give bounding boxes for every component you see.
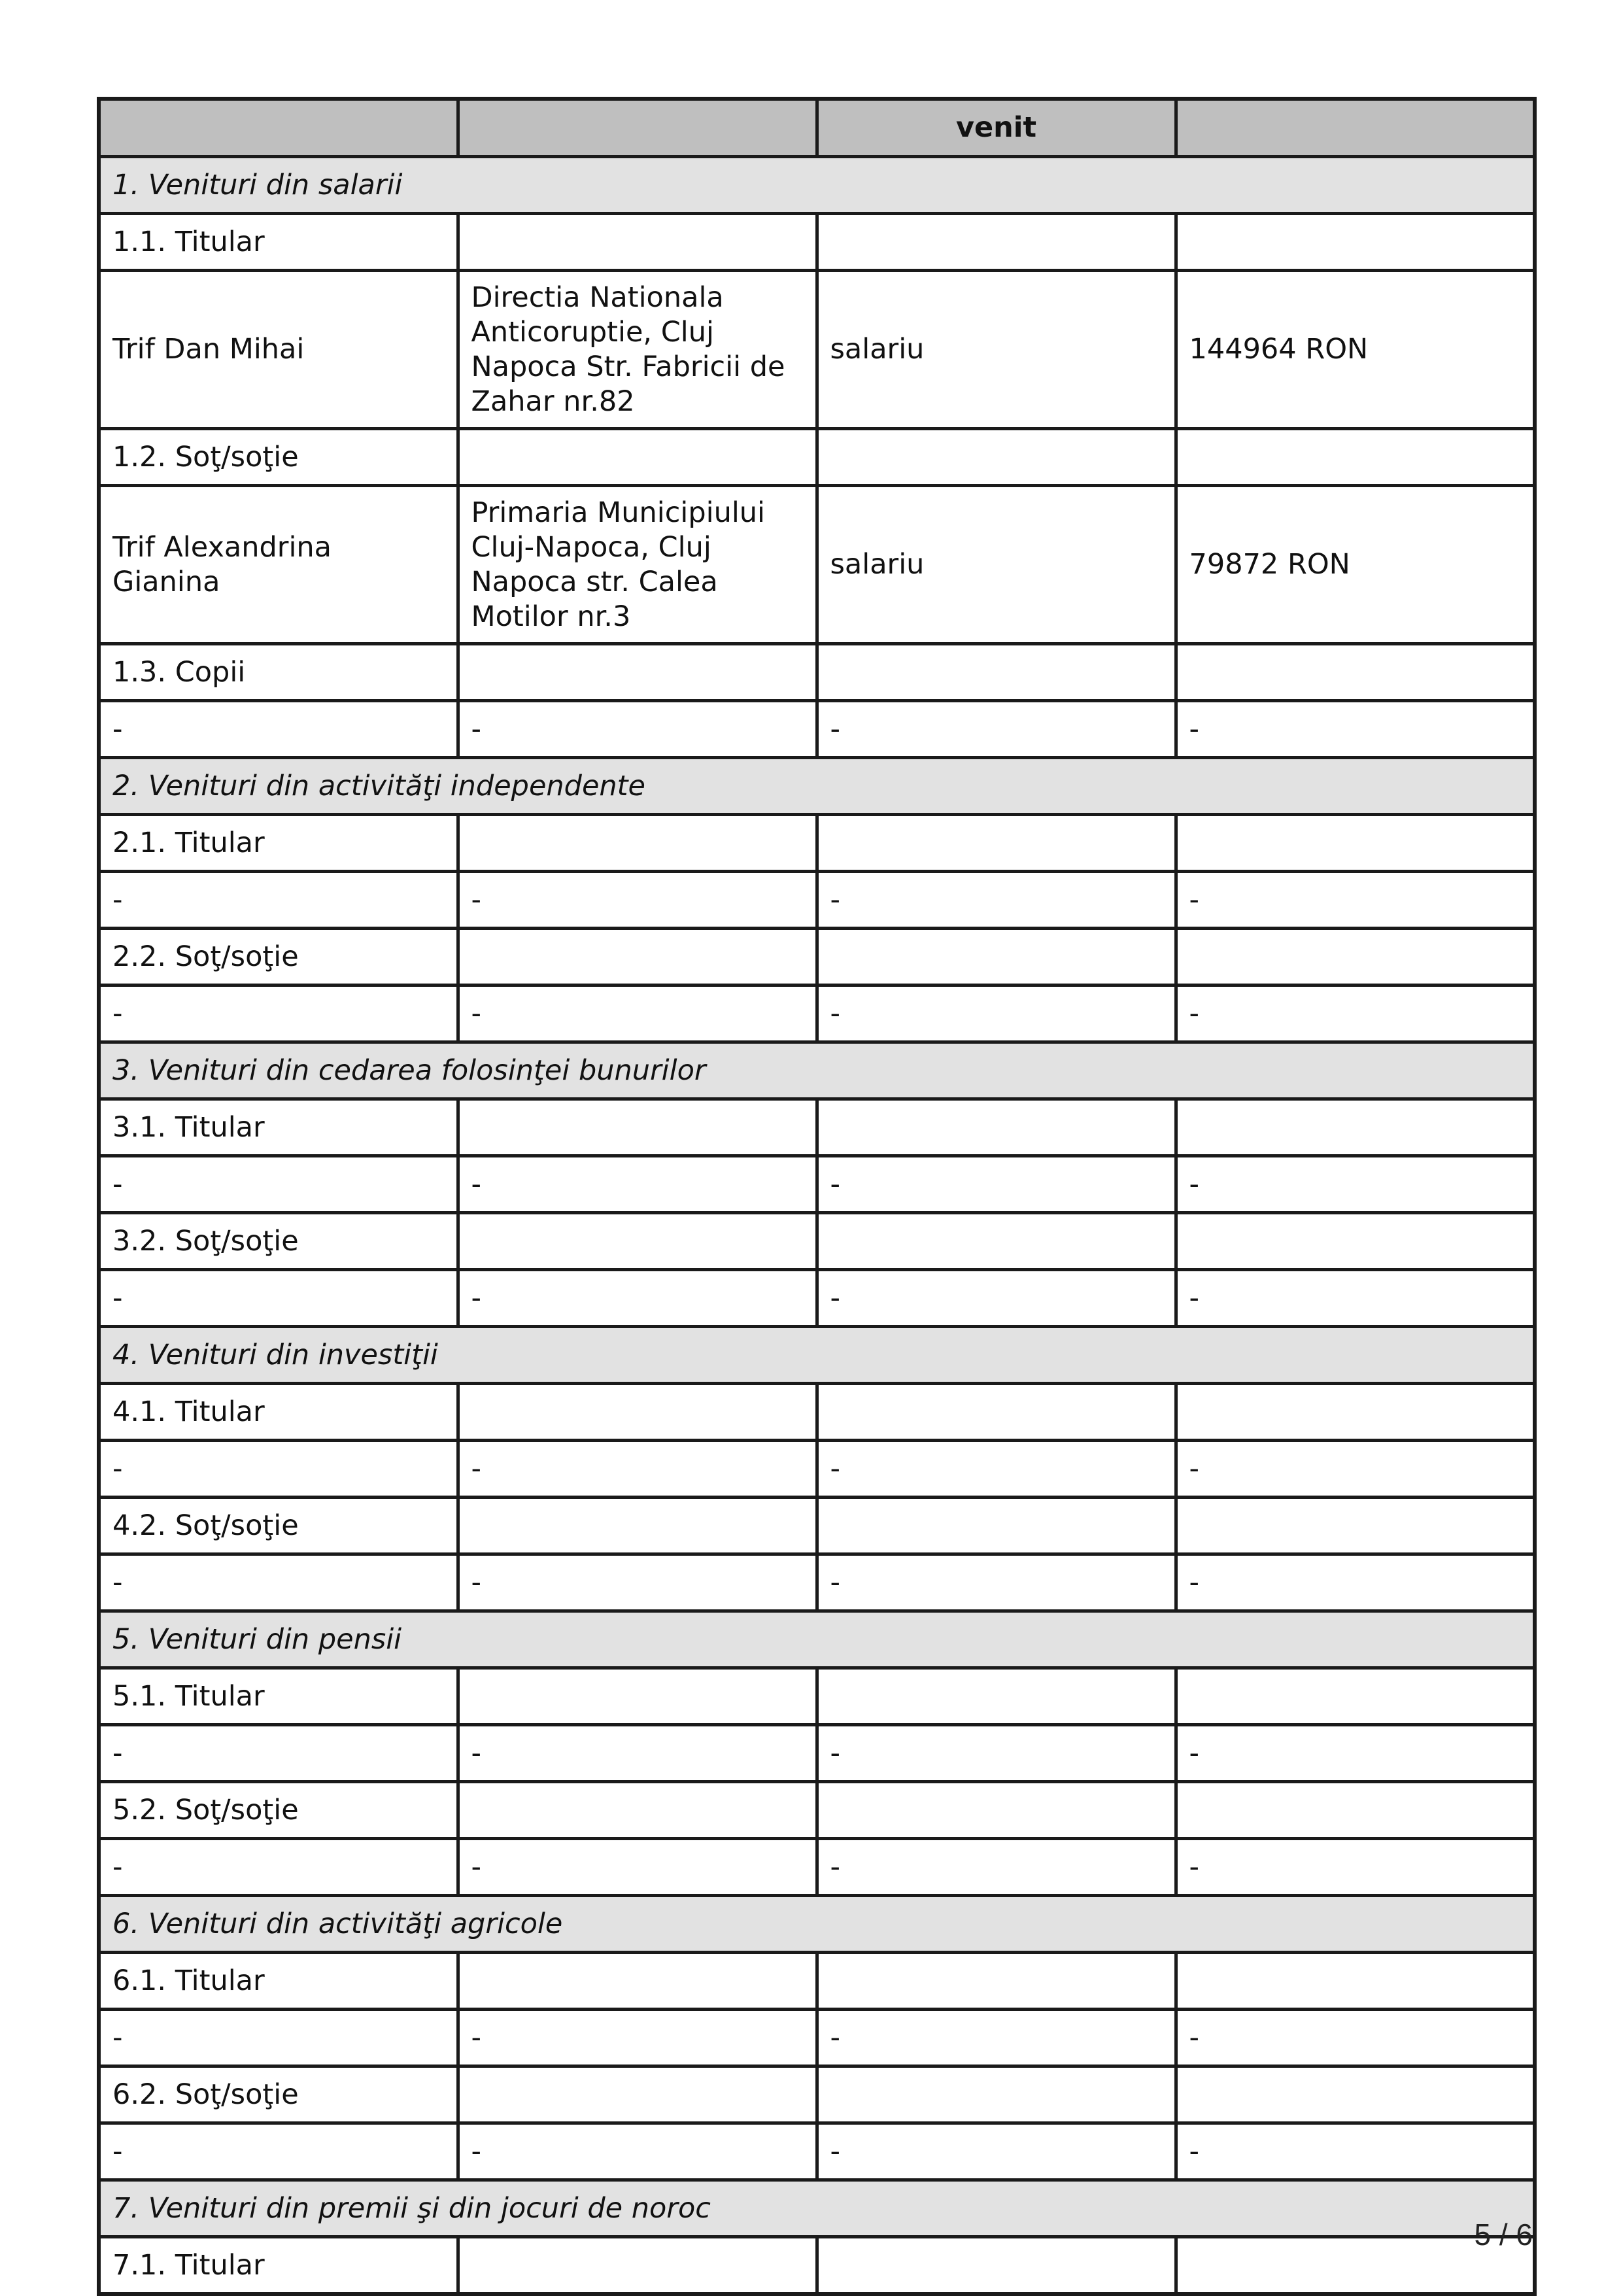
table-cell xyxy=(458,429,817,486)
table-cell: 144964 RON xyxy=(1176,271,1535,429)
table-cell: - xyxy=(1176,1725,1535,1782)
table-cell xyxy=(1176,2066,1535,2123)
table-cell: - xyxy=(99,1156,458,1213)
table-cell xyxy=(1176,1782,1535,1839)
table-cell: - xyxy=(817,1441,1176,1498)
section-header-row xyxy=(99,1896,1535,1953)
table-cell: - xyxy=(817,872,1176,929)
table-cell xyxy=(458,1384,817,1441)
table-row xyxy=(99,1213,1535,1270)
table-cell: 79872 RON xyxy=(1176,486,1535,644)
table-cell: - xyxy=(99,1554,458,1611)
table-row xyxy=(99,1441,1535,1498)
table-cell: - xyxy=(458,701,817,758)
table-cell: - xyxy=(458,1554,817,1611)
table-cell xyxy=(817,644,1176,701)
table-cell: - xyxy=(1176,701,1535,758)
table-row xyxy=(99,1953,1535,2010)
section-header-row xyxy=(99,758,1535,815)
table-cell xyxy=(1176,1099,1535,1156)
table-cell xyxy=(458,1213,817,1270)
table-cell: - xyxy=(1176,1839,1535,1896)
section-title: 2. Venituri din activităţi independente xyxy=(99,758,1535,815)
table-cell: - xyxy=(1176,985,1535,1042)
table-cell: - xyxy=(458,2123,817,2180)
income-table-body xyxy=(99,99,1535,2294)
table-cell: 2.1. Titular xyxy=(99,815,458,872)
table-cell: - xyxy=(817,1725,1176,1782)
table-cell: 2.2. Soţ/soţie xyxy=(99,929,458,985)
table-cell xyxy=(817,214,1176,271)
table-cell: 1.1. Titular xyxy=(99,214,458,271)
column-header xyxy=(99,99,458,157)
table-cell xyxy=(817,1953,1176,2010)
income-table xyxy=(97,97,1537,2296)
table-cell: - xyxy=(817,2010,1176,2066)
table-cell: - xyxy=(458,985,817,1042)
table-row xyxy=(99,701,1535,758)
table-cell xyxy=(1176,1498,1535,1554)
table-row xyxy=(99,2010,1535,2066)
table-header-row xyxy=(99,99,1535,157)
section-title: 1. Venituri din salarii xyxy=(99,157,1535,214)
table-cell: - xyxy=(99,1270,458,1327)
section-header-row xyxy=(99,1042,1535,1099)
table-cell: - xyxy=(1176,1554,1535,1611)
table-row xyxy=(99,1782,1535,1839)
section-title: 3. Venituri din cedarea folosinţei bunurilor xyxy=(99,1042,1535,1099)
table-row xyxy=(99,1839,1535,1896)
table-cell: - xyxy=(1176,872,1535,929)
table-cell: - xyxy=(817,701,1176,758)
column-header xyxy=(1176,99,1535,157)
table-row xyxy=(99,644,1535,701)
table-cell xyxy=(817,1213,1176,1270)
table-row xyxy=(99,1099,1535,1156)
table-cell: - xyxy=(1176,1156,1535,1213)
table-cell: - xyxy=(99,985,458,1042)
table-cell: - xyxy=(458,1839,817,1896)
table-cell: - xyxy=(99,1725,458,1782)
table-row xyxy=(99,1668,1535,1725)
table-cell: 4.2. Soţ/soţie xyxy=(99,1498,458,1554)
table-cell: - xyxy=(99,2123,458,2180)
table-cell: 4.1. Titular xyxy=(99,1384,458,1441)
table-cell xyxy=(1176,429,1535,486)
table-cell: - xyxy=(458,872,817,929)
table-cell: - xyxy=(99,2010,458,2066)
section-title: 6. Venituri din activităţi agricole xyxy=(99,1896,1535,1953)
table-cell xyxy=(458,1953,817,2010)
table-cell xyxy=(817,929,1176,985)
section-title: 4. Venituri din investiţii xyxy=(99,1327,1535,1384)
table-cell xyxy=(458,1498,817,1554)
table-cell xyxy=(458,2066,817,2123)
table-row xyxy=(99,429,1535,486)
table-cell: 6.1. Titular xyxy=(99,1953,458,2010)
table-row xyxy=(99,1554,1535,1611)
table-cell: salariu xyxy=(817,271,1176,429)
table-cell: - xyxy=(99,701,458,758)
table-row xyxy=(99,815,1535,872)
table-cell: 1.2. Soţ/soţie xyxy=(99,429,458,486)
table-row xyxy=(99,486,1535,644)
section-header-row xyxy=(99,1611,1535,1668)
table-cell xyxy=(1176,1384,1535,1441)
table-row xyxy=(99,929,1535,985)
table-cell: - xyxy=(99,872,458,929)
table-cell: Primaria Municipiului Cluj-Napoca, Cluj Napoca str. Calea Motilor nr.3 xyxy=(458,486,817,644)
table-cell xyxy=(458,1099,817,1156)
table-cell: - xyxy=(817,2123,1176,2180)
table-cell: - xyxy=(458,1725,817,1782)
page-number: 5 / 6 xyxy=(1474,2218,1533,2252)
column-header: venit xyxy=(817,99,1176,157)
section-header-row xyxy=(99,2180,1535,2237)
table-cell: - xyxy=(817,1270,1176,1327)
table-cell xyxy=(458,929,817,985)
table-cell: - xyxy=(817,1839,1176,1896)
table-row xyxy=(99,985,1535,1042)
table-row xyxy=(99,2066,1535,2123)
table-cell: 1.3. Copii xyxy=(99,644,458,701)
table-cell: - xyxy=(1176,1441,1535,1498)
table-cell xyxy=(1176,1668,1535,1725)
table-cell xyxy=(1176,1953,1535,2010)
table-cell: - xyxy=(458,1270,817,1327)
table-cell: 6.2. Soţ/soţie xyxy=(99,2066,458,2123)
table-row xyxy=(99,2123,1535,2180)
table-cell xyxy=(1176,815,1535,872)
table-cell xyxy=(458,2237,817,2295)
table-cell xyxy=(817,1099,1176,1156)
table-cell: 7.1. Titular xyxy=(99,2237,458,2295)
table-cell: Trif Alexandrina Gianina xyxy=(99,486,458,644)
section-title: 5. Venituri din pensii xyxy=(99,1611,1535,1668)
section-header-row xyxy=(99,1327,1535,1384)
table-cell: 3.2. Soţ/soţie xyxy=(99,1213,458,1270)
table-cell: - xyxy=(1176,1270,1535,1327)
table-cell xyxy=(1176,214,1535,271)
table-cell xyxy=(1176,1213,1535,1270)
table-cell xyxy=(817,1384,1176,1441)
table-row xyxy=(99,1156,1535,1213)
table-row xyxy=(99,1498,1535,1554)
table-row xyxy=(99,1384,1535,1441)
table-cell: - xyxy=(1176,2123,1535,2180)
table-cell: 5.1. Titular xyxy=(99,1668,458,1725)
table-cell xyxy=(1176,644,1535,701)
table-cell: - xyxy=(817,1156,1176,1213)
table-cell: - xyxy=(817,985,1176,1042)
table-row xyxy=(99,271,1535,429)
table-cell xyxy=(817,429,1176,486)
table-cell xyxy=(817,1782,1176,1839)
table-cell xyxy=(458,1668,817,1725)
table-cell: - xyxy=(99,1839,458,1896)
table-cell: - xyxy=(458,2010,817,2066)
table-cell: - xyxy=(99,1441,458,1498)
table-cell: - xyxy=(817,1554,1176,1611)
table-cell xyxy=(817,2066,1176,2123)
table-row xyxy=(99,1270,1535,1327)
table-cell xyxy=(817,1668,1176,1725)
table-cell xyxy=(458,214,817,271)
table-cell: Directia Nationala Anticoruptie, Cluj Napoca Str. Fabricii de Zahar nr.82 xyxy=(458,271,817,429)
section-title: 7. Venituri din premii şi din jocuri de noroc xyxy=(99,2180,1535,2237)
table-cell xyxy=(817,2237,1176,2295)
table-row xyxy=(99,214,1535,271)
table-cell: salariu xyxy=(817,486,1176,644)
table-cell: - xyxy=(458,1156,817,1213)
column-header xyxy=(458,99,817,157)
table-cell: Trif Dan Mihai xyxy=(99,271,458,429)
table-cell: - xyxy=(458,1441,817,1498)
table-cell xyxy=(817,1498,1176,1554)
table-row xyxy=(99,2237,1535,2295)
table-cell xyxy=(458,815,817,872)
table-cell xyxy=(1176,929,1535,985)
table-row xyxy=(99,1725,1535,1782)
table-cell: - xyxy=(1176,2010,1535,2066)
section-header-row xyxy=(99,157,1535,214)
table-cell: 5.2. Soţ/soţie xyxy=(99,1782,458,1839)
table-row xyxy=(99,872,1535,929)
table-cell xyxy=(817,815,1176,872)
table-cell: 3.1. Titular xyxy=(99,1099,458,1156)
table-cell xyxy=(458,644,817,701)
table-cell xyxy=(458,1782,817,1839)
